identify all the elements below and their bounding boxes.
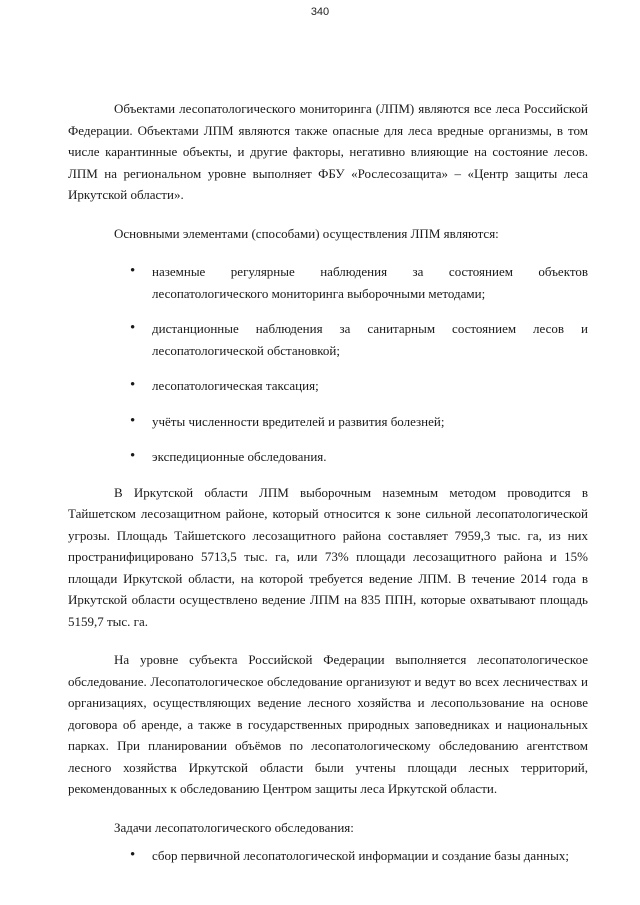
paragraph-irkutsk-lpm: В Иркутской области ЛПМ выборочным наземным методом проводится в Тайшетском лесозащитном районе, который относится к зоне сильной лесопатологической угрозы. Площадь Тайшетского лесозащитного района составляет 7959,3 тыс. га, из них пространифицировано 5713,5 тыс. га, или 73% площади лесозащитного района и 15% площади Иркутской области, на которой требуется ведение ЛПМ. В течение 2014 года в Иркутской области осуществлено ведение ЛПМ на 835 ППН, которые охватывают площадь 5159,7 тыс. га. — [68, 484, 588, 629]
list-item: • наземные регулярные наблюдения за состоянием объектов лесопатологического мониторинга выборочными методами; — [68, 261, 588, 304]
list-item: • учёты численности вредителей и развития болезней; — [68, 411, 588, 433]
document-body — [68, 98, 588, 867]
list-item: • экспедиционные обследования. — [68, 446, 588, 468]
paragraph-lpm-objects: Объектами лесопатологического мониторинга (ЛПМ) являются все леса Российской Федерации. Объектами ЛПМ являются также опасные для леса вредные организмы, в том числе карантинные объекты, и другие факторы, негативно влияющие на состояние лесов. ЛПМ на региональном уровне выполняет ФБУ «Рослесозащита» – «Центр защиты леса Иркутской области». — [68, 101, 588, 202]
page-number: 340 — [310, 6, 330, 18]
list-item: • дистанционные наблюдения за санитарным состоянием лесов и лесопатологической обстановкой; — [68, 318, 588, 361]
paragraph-survey-tasks-intro: Задачи лесопатологического обследования: — [114, 819, 354, 835]
list-item: • лесопатологическая таксация; — [68, 375, 588, 397]
list-item: • сбор первичной лесопатологической информации и создание базы данных; — [68, 845, 588, 867]
paragraph-lpm-methods-intro: Основными элементами (способами) осуществления ЛПМ являются: — [114, 225, 499, 241]
tasks-list — [68, 845, 588, 867]
methods-list — [68, 261, 588, 468]
paragraph-forest-pathology-survey: На уровне субъекта Российской Федерации выполняется лесопатологическое обследование. Лесопатологическое обследование организуют и ведут во всех лесничествах и организациях, осуществляющих ведение лесного хозяйства и лесопользование на основе договора об аренде, а также в государственных природных заповедниках и национальных парках. При планировании объёмов по лесопатологическому обследованию агентством лесного хозяйства Иркутской области были учтены площади лесных территорий, рекомендованных к обследованию Центром защиты леса Иркутской области. — [68, 652, 588, 796]
